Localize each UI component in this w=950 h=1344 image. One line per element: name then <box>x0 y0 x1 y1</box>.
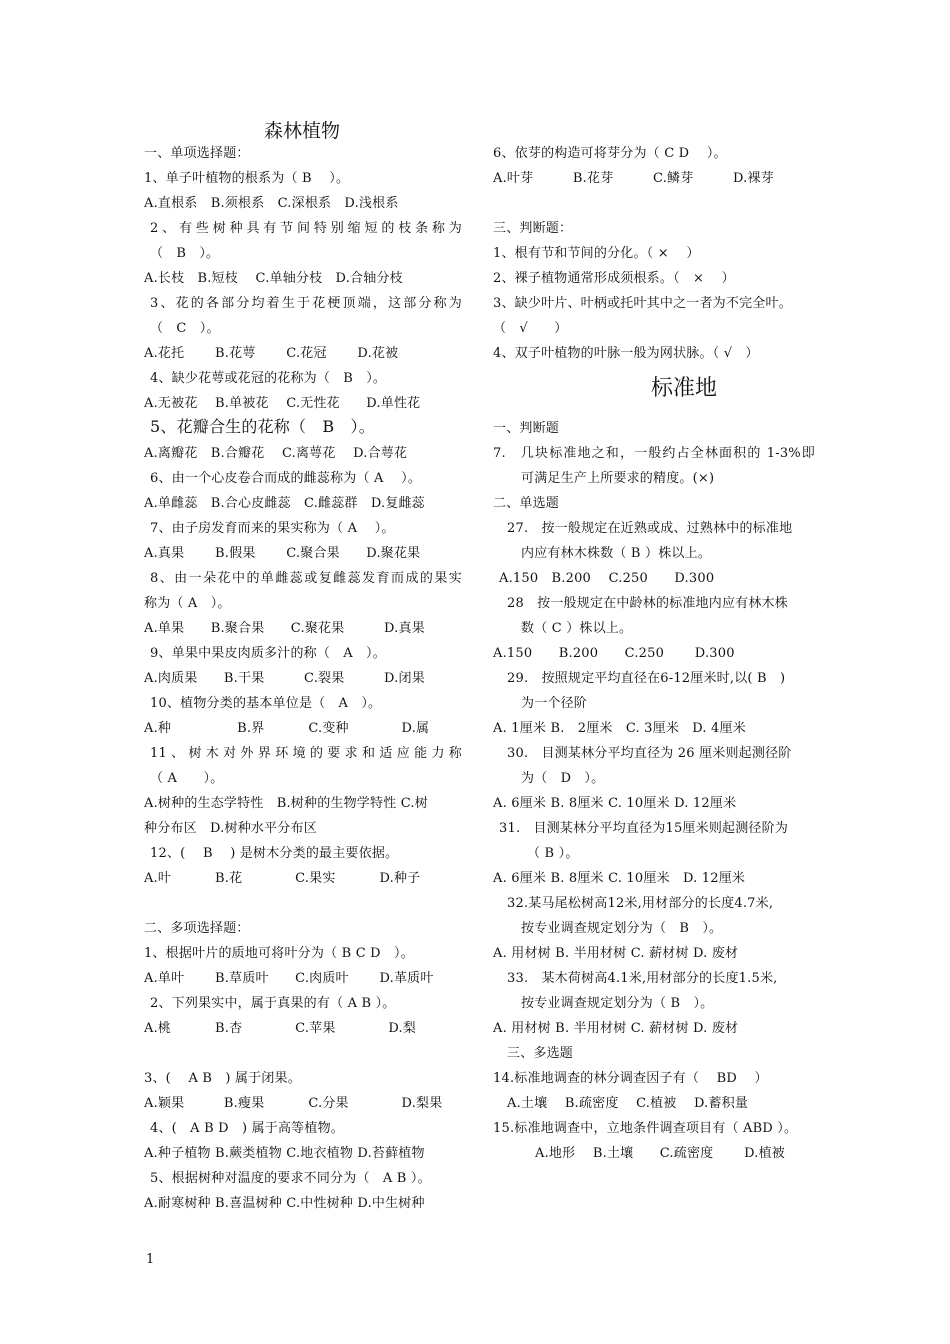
text-line: 8、由一朵花中的单雌蕊或复雌蕊发育而成的果实 <box>150 571 462 586</box>
text-line: 4、缺少花萼或花冠的花称为（ B ）。 <box>150 371 387 386</box>
text-line: A.长枝 B.短枝 C.单轴分枝 D.合轴分枝 <box>144 271 403 286</box>
section-title-standard-plot: 标准地 <box>651 376 718 401</box>
text-line: （ A ）。 <box>150 771 224 786</box>
text-line: 4、( A B D ) 属于高等植物。 <box>150 1121 344 1136</box>
text-line: 10、植物分类的基本单位是（ A ）。 <box>150 696 382 711</box>
text-line: A.耐寒树种 B.喜温树种 C.中性树种 D.中生树种 <box>144 1196 425 1211</box>
text-line: A.叶芽 B.花芽 C.鳞芽 D.裸芽 <box>493 171 774 186</box>
text-line: A. 6厘米 B. 8厘米 C. 10厘米 D. 12厘米 <box>493 871 746 886</box>
text-line: 33. 某木荷树高4.1米,用材部分的长度1.5米, <box>507 971 778 986</box>
text-line: 12、( B ) 是树木分类的最主要依据。 <box>150 846 399 861</box>
text-line: 1、单子叶植物的根系为（ B ）。 <box>144 171 350 186</box>
text-line: A.叶 B.花 C.果实 D.种子 <box>144 871 421 886</box>
text-line: A.无被花 B.单被花 C.无性花 D.单性花 <box>144 396 421 411</box>
text-line: 32.某马尾松树高12米,用材部分的长度4.7米, <box>507 896 774 911</box>
text-line: 一、判断题 <box>493 421 560 436</box>
text-line: 30. 目测某林分平均直径为 26 厘米则起测径阶 <box>507 746 792 761</box>
text-line: 11、树木对外界环境的要求和适应能力称 <box>150 746 462 761</box>
text-line: A.土壤 B.疏密度 C.植被 D.蓄积量 <box>507 1096 749 1111</box>
text-line: A.桃 B.杏 C.苹果 D.梨 <box>144 1021 417 1036</box>
text-line: A.单叶 B.草质叶 C.肉质叶 D.革质叶 <box>144 971 434 986</box>
text-line: A.肉质果 B.干果 C.裂果 D.闭果 <box>144 671 425 686</box>
text-line: 数（ C ）株以上。 <box>521 621 633 636</box>
text-line: A. 6厘米 B. 8厘米 C. 10厘米 D. 12厘米 <box>493 796 737 811</box>
text-line: 三、判断题： <box>493 221 573 236</box>
text-line: A.种子植物 B.蕨类植物 C.地衣植物 D.苔藓植物 <box>144 1146 425 1161</box>
text-line: A.颖果 B.瘦果 C.分果 D.梨果 <box>144 1096 443 1111</box>
text-line: 3、( A B ) 属于闭果。 <box>144 1071 301 1086</box>
text-line: A.150 B.200 C.250 D.300 <box>499 571 715 586</box>
text-line: 一、单项选择题： <box>144 146 250 161</box>
text-line: 二、多项选择题： <box>144 921 250 936</box>
text-line: A. 用材树 B. 半用材树 C. 薪材树 D. 废材 <box>493 946 739 961</box>
text-line: 可满足生产上所要求的精度。(×) <box>521 471 715 486</box>
text-line: （ √ ） <box>493 321 568 336</box>
text-line: 1、根据叶片的质地可将叶分为（ B C D ）。 <box>144 946 414 961</box>
text-line: 2、裸子植物通常形成须根系。（ × ） <box>493 271 735 286</box>
text-line: 按专业调查规定划分为（ B ）。 <box>521 921 723 936</box>
text-line: A. 1厘米 B. 2厘米 C. 3厘米 D. 4厘米 <box>493 721 746 736</box>
text-line: 6、由一个心皮卷合而成的雌蕊称为（ A ）。 <box>150 471 422 486</box>
text-line: 内应有林木株数（ B ）株以上。 <box>521 546 712 561</box>
text-line: A.单果 B.聚合果 C.聚花果 D.真果 <box>144 621 425 636</box>
text-line: （ B ）。 <box>527 846 579 861</box>
page-number: 1 <box>146 1252 155 1267</box>
text-line: A.种 B.界 C.变种 D.属 <box>144 721 430 736</box>
text-line: 28 按一般规定在中龄林的标准地内应有林木株 <box>507 596 788 611</box>
text-line: 二、单选题 <box>493 496 560 511</box>
text-line: A.直根系 B.须根系 C.深根系 D.浅根系 <box>144 196 399 211</box>
section-title-forest-plants: 森林植物 <box>264 120 341 142</box>
text-line: A.地形 B.土壤 C.疏密度 D.植被 <box>535 1146 785 1161</box>
text-line: A.150 B.200 C.250 D.300 <box>493 646 735 661</box>
text-line: 2、下列果实中，属于真果的有（ A B ）。 <box>150 996 396 1011</box>
text-line: 5、根据树种对温度的要求不同分为（ A B ）。 <box>150 1171 431 1186</box>
text-line: 27. 按一般规定在近熟或成、过熟林中的标准地 <box>507 521 793 536</box>
text-line: 3、花的各部分均着生于花梗顶端，这部分称为 <box>150 296 462 311</box>
text-line: 15.标准地调查中，立地条件调查项目有（ ABD ）。 <box>493 1121 798 1136</box>
text-line: 1、根有节和节间的分化。（ × ） <box>493 246 700 261</box>
text-line: 为（ D ）。 <box>521 771 605 786</box>
text-line: 14.标准地调查的林分调查因子有（ BD ） <box>493 1071 768 1086</box>
text-line: 7、由子房发育而来的果实称为（ A ）。 <box>150 521 395 536</box>
text-line: （ C ）。 <box>150 321 220 336</box>
text-line: A.花托 B.花萼 C.花冠 D.花被 <box>144 346 399 361</box>
text-line: （ B ）。 <box>150 246 220 261</box>
text-line: 4、双子叶植物的叶脉一般为网状脉。（ √ ） <box>493 346 759 361</box>
text-line: 称为（ A ）。 <box>144 596 231 611</box>
text-line: 三、多选题 <box>507 1046 574 1061</box>
text-line: 7. 几块标准地之和，一般约占全林面积的 1-3%即 <box>493 446 815 461</box>
text-line: 31. 目测某林分平均直径为15厘米则起测径阶为 <box>499 821 789 836</box>
text-line: 2、有些树种具有节间特别缩短的枝条称为 <box>150 221 462 236</box>
text-line: 5、花瓣合生的花称（ B ）。 <box>150 417 375 436</box>
text-line: 为一个径阶 <box>521 696 588 711</box>
text-line: A.真果 B.假果 C.聚合果 D.聚花果 <box>144 546 421 561</box>
text-line: 按专业调查规定划分为（ B ）。 <box>521 996 714 1011</box>
text-line: 3、缺少叶片、叶柄或托叶其中之一者为不完全叶。 <box>493 296 792 311</box>
text-line: A.离瓣花 B.合瓣花 C.离萼花 D.合萼花 <box>144 446 408 461</box>
text-line: A.单雌蕊 B.合心皮雌蕊 C.雌蕊群 D.复雌蕊 <box>144 496 425 511</box>
text-line: 9、单果中果皮肉质多汁的称（ A ）。 <box>150 646 386 661</box>
text-line: A.树种的生态学特性 B.树种的生物学特性 C.树 <box>144 796 428 811</box>
text-line: 29. 按照规定平均直径在6-12厘米时,以( B ) <box>507 671 786 686</box>
text-line: A. 用材树 B. 半用材树 C. 薪材树 D. 废材 <box>493 1021 739 1036</box>
text-line: 6、依芽的构造可将芽分为（ C D ）。 <box>493 146 727 161</box>
text-line: 种分布区 D.树种水平分布区 <box>144 821 317 836</box>
